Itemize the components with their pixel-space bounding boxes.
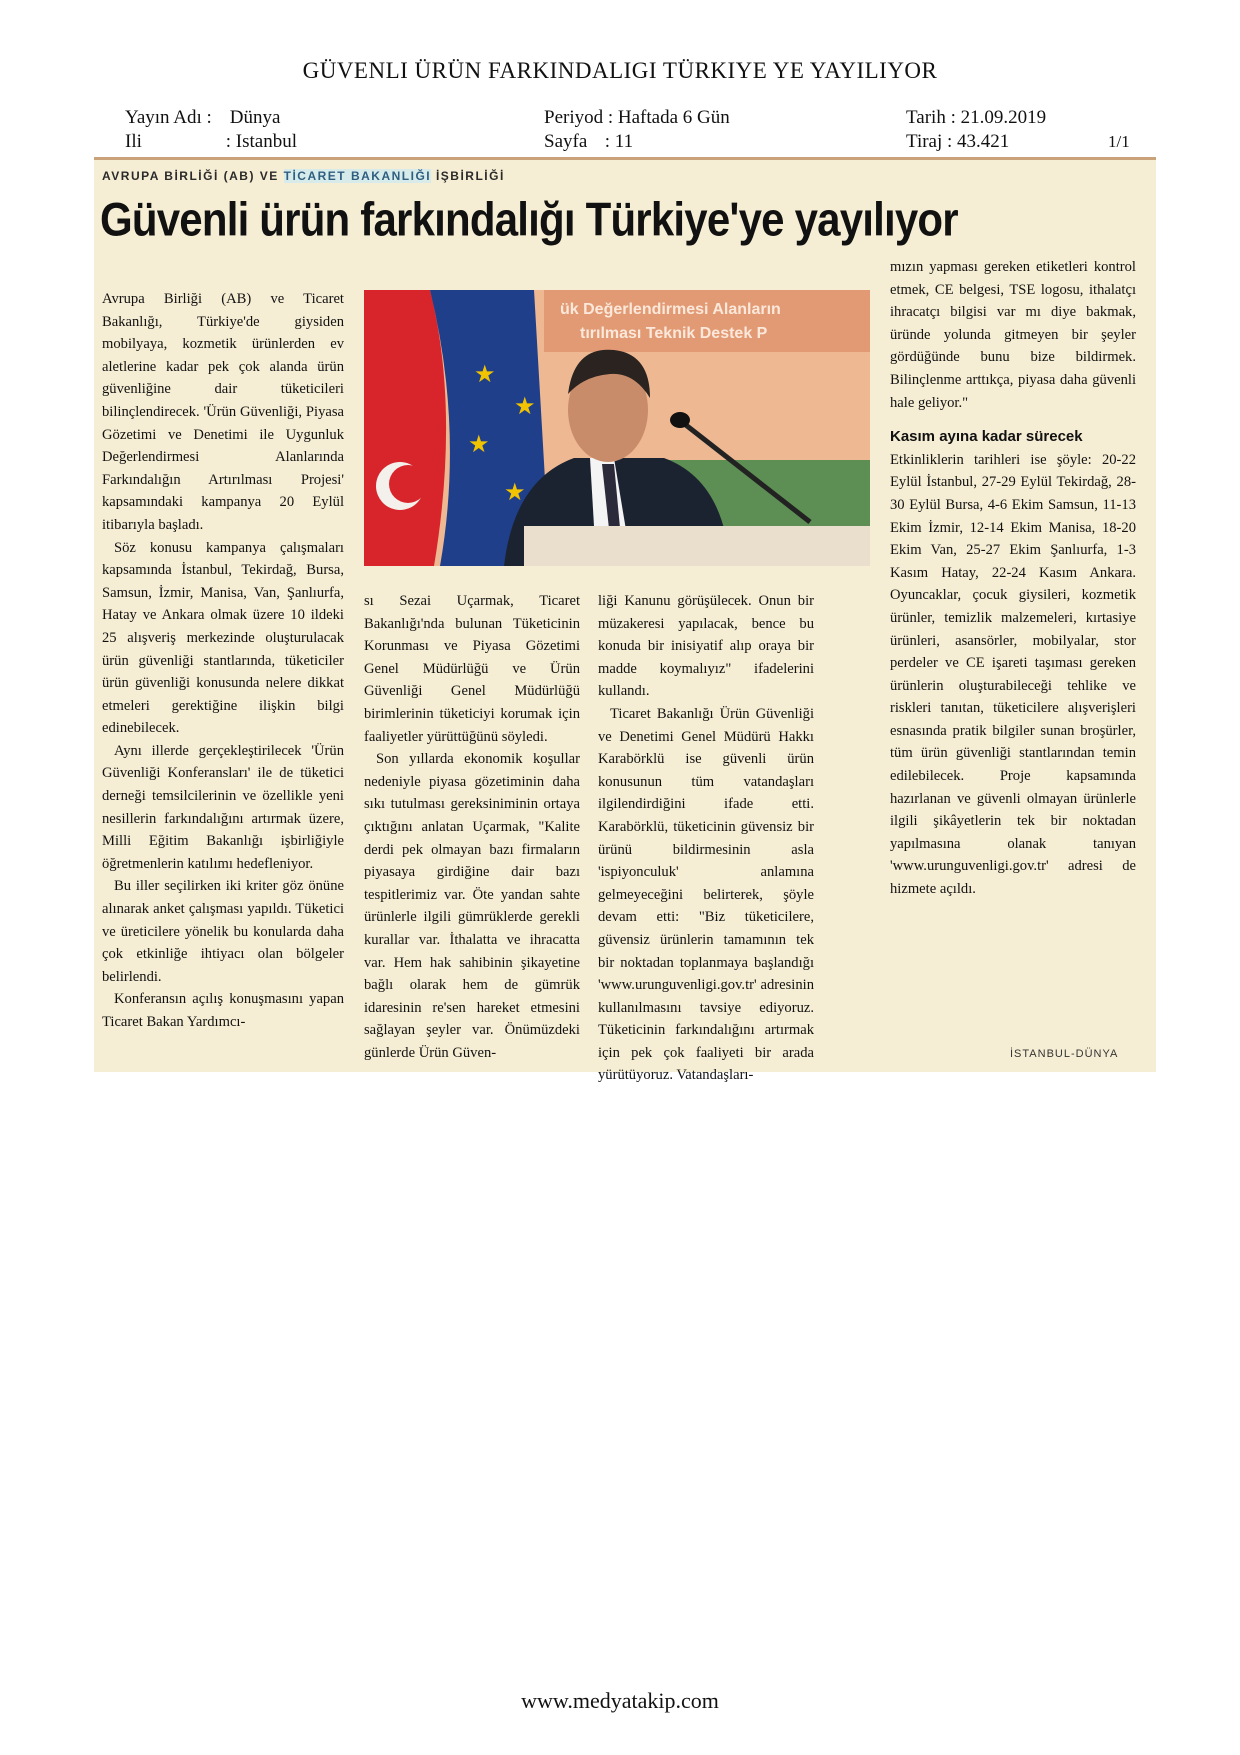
meta-center (544, 106, 730, 154)
col4-paragraph: Etkinliklerin tarihleri ise şöyle: 20-22 Eylül İstanbul, 27-29 Eylül Tekirdağ, 28-30 Eylül Bursa, 4-6 Ekim Samsun, 11-13 Ekim İzmir, 12-14 Ekim Manisa, 18-20 Ekim Van, 25-27 Ekim Şanlıurfa, 1-3 Kasım Hatay, 22-24 Kasım Ankara. Oyuncaklar, çocuk giysileri, kozmetik ürünler, temizlik malzemeleri, kırtasiye ürünleri, asansörler, mobilyalar, stor perdeler ve CE işareti taşıması gereken ürünlerin oluşturabileceği tehlike ve riskleri tanıtan, tüketicilere alışverişleri esnasında pratik bilgiler sunan broşürler, tüm ürün güvenliği stantlarından temin edilebilecek. Proje kapsamında hazırlanan ve güvenli olmayan ürünlerle ilgili şikâyetlerin tek bir noktadan yapılmasına olanak tanıyan 'www.urunguvenligi.gov.tr' adresi de hizmete açıldı. (890, 451, 1136, 898)
column-3 (598, 590, 814, 1087)
page-count: 1/1 (1108, 132, 1130, 151)
col2-paragraph: sı Sezai Uçarmak, Ticaret Bakanlığı'nda bulunan Tüketicinin Korunması ve Piyasa Gözetimi Genel Müdürlüğü ve Ürün Güvenliği Genel Müdürlüğü birimlerinin tüketiciyi korumak için faaliyetler yürüttüğünü söyledi. (364, 593, 580, 745)
svg-text:★: ★ (474, 362, 496, 388)
kicker-prefix: AVRUPA BİRLİĞİ (AB) VE (102, 169, 279, 183)
meta-right (906, 106, 1046, 154)
svg-text:★: ★ (504, 480, 526, 506)
kicker-highlight: TİCARET BAKANLIĞI (283, 169, 432, 183)
tiraj-label: Tiraj : (906, 131, 953, 152)
kicker-suffix: İŞBİRLİĞİ (435, 169, 505, 183)
periyod-label: Periyod : (544, 107, 614, 128)
tarih-label: Tarih : (906, 107, 956, 128)
turkish-flag (364, 290, 446, 566)
column-1 (102, 288, 344, 1034)
yayin-value: Dünya (229, 107, 281, 128)
col2-paragraph: Son yıllarda ekonomik koşullar nedeniyle piyasa gözetiminin daha sıkı tutulması gereksiniminin ortaya çıktığını anlatan Uçarmak, "Kalite derdi pek olmayan bazı firmaların piyasaya girdiğine dair bazı tespitlerimiz var. Öte yandan sahte ürünlerle ilgili gümrüklerde gerekli kurallar var. İthalatta ve ihracatta var. Hem hak sahibinin şikayetine bağlı olarak hem de gümrük idaresinin re'sen hareket etmesini sağlayan şeyler var. Önümüzdeki günlerde Ürün Güven- (364, 751, 580, 1061)
column-4 (890, 256, 1136, 901)
column-2 (364, 590, 580, 1064)
photo-banner-text: ük Değerlendirmesi Alanların (560, 301, 781, 318)
headline: Güvenli ürün farkındalığı Türkiye'ye yayılıyor (100, 193, 958, 246)
col1-paragraph: Konferansın açılış konuşmasını yapan Ticaret Bakan Yardımcı- (102, 991, 344, 1030)
yayin-label: Yayın Adı : (125, 107, 212, 128)
col1-paragraph: Aynı illerde gerçekleştirilecek 'Ürün Güvenliği Konferansları' ile de tüketici derneği temsilcilerinin ve özellikle yeni nesillerin farkındalığını artırmak üzere, Milli Eğitim Bakanlığı işbirliğiyle öğretmenlerin katılımı hedefleniyor. (102, 742, 344, 872)
col3-paragraph: liği Kanunu görüşülecek. Onun bir müzakeresi yapılacak, bence bu konuda bir inisiyatif alıp oraya bir madde koymalıyız" ifadelerini kullandı. (598, 593, 814, 700)
kicker (102, 169, 505, 183)
sayfa-label: Sayfa (544, 131, 588, 152)
col1-paragraph: Bu iller seçilirken iki kriter göz önüne alınarak anket çalışması yapıldı. Tüketici ve üreticilere yönelik bu konularda daha çok etkinliğe ihtiyacı olan bölgeler belirlendi. (102, 878, 344, 985)
newspaper-clipping (94, 157, 1156, 1084)
speaker-photo (364, 290, 870, 566)
footer-url: www.medyatakip.com (521, 1688, 719, 1713)
photo-banner-text: tırılması Teknik Destek P (580, 325, 768, 342)
subheading: Kasım ayına kadar sürecek (890, 428, 1083, 446)
tiraj-value: 43.421 (957, 131, 1010, 152)
photo-credit: İSTANBUL-DÜNYA (1010, 1048, 1119, 1060)
svg-text:★: ★ (468, 432, 490, 458)
meta-left (125, 106, 297, 154)
col1-paragraph: Avrupa Birliği (AB) ve Ticaret Bakanlığı, Türkiye'de giysiden mobilyaya, kozmetik ürünlerden ev aletlerine kadar pek çok alanda ürün güvenliğine dair tüketicileri bilinçlendirecek. 'Ürün Güvenliği, Piyasa Gözetimi ve Denetimi ile Uygunluk Değerlendirmesi Alanlarında Farkındalığın Artırılması Projesi' kapsamındaki kampanya 20 Eylül itibarıyla başladı. (102, 291, 344, 533)
col4-paragraph: mızın yapması gereken etiketleri kontrol etmek, CE belgesi, TSE logosu, ithalatçı ihracatçı bilgisi var mı diye bakmak, üründe yolunda gitmeyen bir şeyler gördüğünde bunu bize bildirmek. Bilinçlenme arttıkça, piyasa daha güvenli hale geliyor." (890, 259, 1136, 411)
tarih-value: 21.09.2019 (960, 107, 1047, 128)
ili-value: : Istanbul (225, 131, 297, 152)
ili-label: Ili (125, 131, 142, 152)
col3-paragraph: Ticaret Bakanlığı Ürün Güvenliği ve Denetimi Genel Müdürü Hakkı Karabörklü ise güvenli ürün konusunun tüm vatandaşları ilgilendirdiğini ifade etti. Karabörklü, tüketicinin güvensiz bir ürünü bildirmesinin asla 'ispiyonculuk' anlamına gelmeyeceğini belirterek, şöyle devam etti: "Biz tüketicilere, güvensiz ürünlerin tamamının tek bir noktadan toplanmaya başlandığı 'www.urunguvenligi.gov.tr' adresinin kullanılmasını tavsiye ediyoruz. Tüketicinin farkındalığını artırmak için pek çok faaliyeti bir arada yürütüyoruz. Vatandaşları- (598, 705, 814, 1084)
sayfa-value: : 11 (604, 131, 634, 152)
article-photo (364, 290, 870, 566)
periyod-value: Haftada 6 Gün (617, 107, 730, 128)
col1-paragraph: Söz konusu kampanya çalışmaları kapsamında İstanbul, Tekirdağ, Bursa, Samsun, İzmir, Manisa, Van, Şanlıurfa, Hatay ve Ankara olmak üzere 10 ildeki 25 alışveriş merkezinde oluşturulacak ürün güvenliği stantlarında, tüketiciler ürün güvenliği konusunda nelere dikkat etmeleri gerektiğine ilişkin bilgi edinebilecek. (102, 539, 344, 737)
svg-text:★: ★ (514, 394, 536, 420)
document-title: GÜVENLI ÜRÜN FARKINDALIGI TÜRKIYE YE YAYILIYOR (302, 58, 938, 83)
